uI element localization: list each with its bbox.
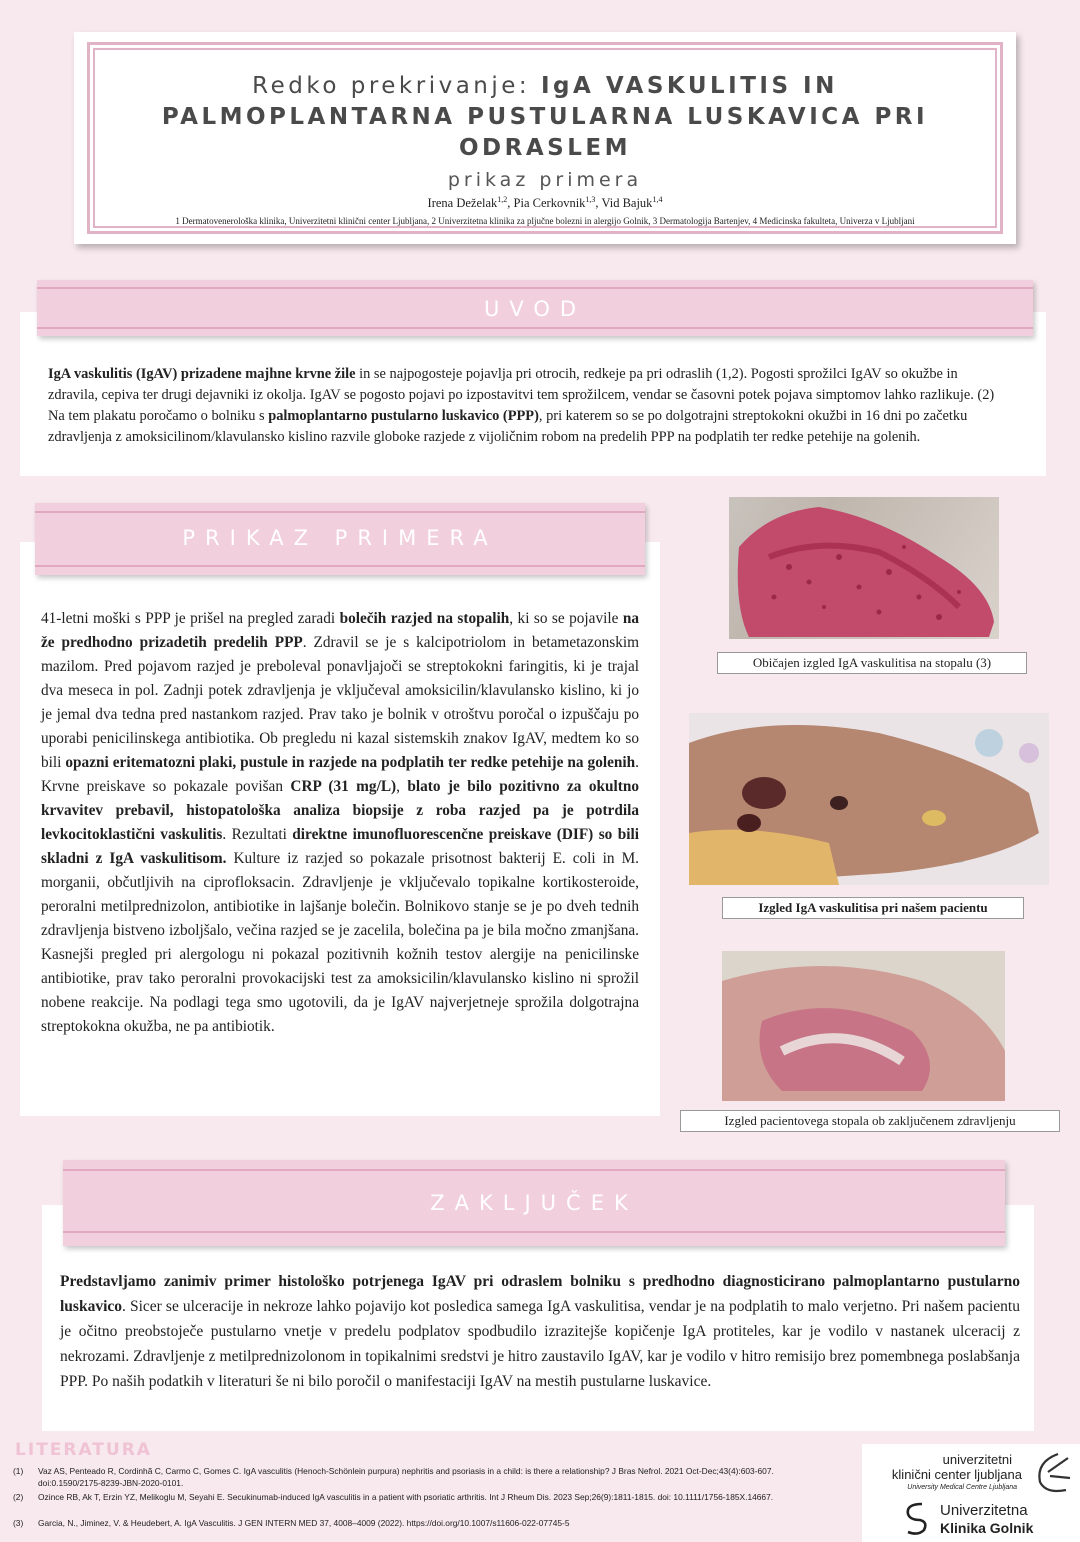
zakljucek-paragraph xyxy=(60,1269,1020,1394)
prikaz-heading: PRIKAZ PRIMERA xyxy=(182,526,498,550)
prikaz-text-run: blato je bilo pozitivno za okultno krvavitev prebavil, histopatološka analiza biopsije z roba razjed pa je potrdila levkocitoklastični vaskulitis xyxy=(41,778,639,843)
reference-item: (2) Ozince RB, Ak T, Erzin YZ, Melikoglu M, Seyahi E. Secukinumab-induced IgA vasculitis in a patient with psoriatic arthritis. Int J Rheum Dis. 2023 Sep;26(9):1811-1815. doi: 10.1111/1756-185X.14667. xyxy=(13,1492,774,1502)
poster-title xyxy=(90,71,1000,164)
golnik-logo-line2: Klinika Golnik xyxy=(940,1520,1034,1536)
uvod-text-run: , pri katerem so se po dolgotrajni streptokokni okužbi in 16 dni po začetku zdravljenja z amoksicilinom/klavulansko kislino razvile globoke razjede z vijoličnim robom na predelih PPP na podplatih ter redke petehije na golenih. xyxy=(48,408,968,445)
zakljucek-text-run: . Sicer se ulceracije in nekroze lahko pojavijo kot posledica samega IgA vaskulitisa, vendar je na podplatih to malo verjetno. Pri našem pacientu je očitno preobstoječe pustularno vnetje v predelu podplatov spodbudilo izrazitejše kopičenje IgA protiteles, kar je vodilo v nastanek ulceracij z nekrozami. Zdravljenje z metilprednizolonom in topikalnimi sredstvi je hitro zaustavilo IgAV, kar je vodilo v hitro remisijo brez pomembnega poslabšanja PPP. Po naših podatkih v literaturi še ni bilo poročil o manifestaciji IgAV na mestih pustularne luskavice. xyxy=(60,1298,1020,1390)
golnik-logo-icon xyxy=(902,1500,930,1538)
prikaz-text-run: 41-letni moški s PPP je prišel na pregled zaradi xyxy=(41,610,340,627)
ukc-logo-icon xyxy=(1028,1448,1076,1496)
photo-after-treatment xyxy=(722,951,1005,1101)
prikaz-text-run: opazni eritematozni plaki, pustule in razjede na podplatih ter redke petehije na golenih xyxy=(65,754,636,771)
uvod-paragraph xyxy=(48,364,998,448)
photo-typical-igav-foot xyxy=(729,497,999,639)
prikaz-text-run: Kulture iz razjed so pokazale prisotnost bakterij E. coli in M. morganii, občutljivih na ciprofloksacin. Zdravljenje je vključevalo topikalne kortikosteroide, peroralni metilprednizolon, antibiotike in lajšanje bolečin. Bolnikovo stanje se je po dveh tednih zdravljenja bistveno izboljšalo, večina razjed se je zacelila, bolečina pa je bila močno zmanjšana. Kasnejši pregled pri alergologu ni pokazal pozitivnih kožnih testov alergije na penicilinske antibiotike, prav tako peroralni provokacijski test za amoksicilin/klavulansko kislino ni sprožil nobene reakcije. Na podlagi tega smo ugotovili, da je IgAV najverjetneje sprožila dolgotrajna streptokokna okužba, ne pa antibiotik. xyxy=(41,850,639,1035)
prikaz-text-run: , xyxy=(396,778,408,795)
prikaz-text-run: na že predhodno prizadetih predelih PPP xyxy=(41,610,639,651)
uvod-heading: UVOD xyxy=(483,297,587,321)
ukc-logo-line1: univerzitetni xyxy=(942,1452,1012,1467)
title-frame xyxy=(87,42,1003,234)
title-prefix: Redko prekrivanje: xyxy=(252,73,541,99)
literatura-heading: LITERATURA xyxy=(15,1440,152,1460)
caption-photo1: Običajen izgled IgA vaskulitisa na stopalu (3) xyxy=(717,652,1027,674)
reference-item: (3) Garcia, N., Jiminez, V. & Heudebert, A. IgA Vasculitis. J GEN INTERN MED 37, 4008–4009 (2022). https://doi.org/10.1007/s11606-022-07745-5 xyxy=(13,1518,570,1528)
prikaz-text-run: CRP (31 mg/L) xyxy=(290,778,397,795)
prikaz-banner xyxy=(35,503,645,575)
prikaz-text-run: bolečih razjed na stopalih xyxy=(339,610,510,627)
poster-subtitle: prikaz primera xyxy=(447,169,643,191)
caption-photo3: Izgled pacientovega stopala ob zaključenem zdravljenju xyxy=(680,1110,1060,1132)
title-bold-3: ODRASLEM xyxy=(459,135,631,161)
zakljucek-heading: ZAKLJUČEK xyxy=(430,1191,638,1215)
prikaz-text-run: . Rezultati xyxy=(222,826,293,843)
ukc-logo-line2: klinični center ljubljana xyxy=(891,1467,1022,1482)
ukc-logo-line3: University Medical Centre Ljubljana xyxy=(907,1484,1017,1491)
uvod-text-run: palmoplantarno pustularno luskavico (PPP) xyxy=(268,408,539,424)
reference-item: (1) Vaz AS, Penteado R, Cordinhã C, Carmo C, Gomes C. IgA vasculitis (Henoch-Schönlein purpura) nephritis and psoriasis in a child: is there a relationship? J Bras Nefrol. 2021 Oct-Dec;43(4):603-607. doi:0.1590/2175-8239-JBN-2020-0101. xyxy=(13,1466,774,1488)
zakljucek-banner xyxy=(63,1160,1005,1246)
title-bold-2: PALMOPLANTARNA PUSTULARNA LUSKAVICA PRI xyxy=(161,104,929,130)
title-bold-1: IgA VASKULITIS IN xyxy=(540,73,838,99)
golnik-logo-line1: Univerzitetna xyxy=(940,1502,1028,1519)
prikaz-text-run: . Krvne preiskave so pokazale povišan xyxy=(41,754,639,795)
logos xyxy=(862,1444,1080,1542)
title-card xyxy=(74,32,1016,244)
prikaz-paragraph xyxy=(41,607,639,1039)
prikaz-text-run: direktne imunofluorescenčne preiskave (DIF) so bili skladni z IgA vaskulitisom. xyxy=(41,826,639,867)
uvod-text-run: IgA vaskulitis (IgAV) prizadene majhne krvne žile xyxy=(48,366,356,382)
prikaz-text-run: . Zdravil se je s kalcipotriolom in betametazonskim mazilom. Pred pojavom razjed je preboleval ponavljajoči se streptokokni faringitis, ki je trajal dva meseca in pol. Zadnji potek zdravljenja je vključeval amoksicilin/klavulansko kislino, ki jo je jemal dva tedna pred nastankom razjed. Prav tako je bolnik v otroštvu poročal o izpuščaju po uporabi penicilinskega antibiotika. Ob pregledu ni kazal sistemskih znakov IgAV, medtem ko so bili xyxy=(41,634,639,771)
authors: Irena Deželak$^{1,2}$, Pia Cerkovnik$^{1,3}$, Vid Bajuk$^{1,4}$ xyxy=(427,195,663,211)
photo-patient-igav xyxy=(689,713,1049,885)
caption-photo2: Izgled IgA vaskulitisa pri našem pacientu xyxy=(722,897,1024,919)
uvod-banner xyxy=(37,280,1033,336)
affiliations: 1 Dermatovenerološka klinika, Univerzitetni klinični center Ljubljana, 2 Univerzitetna klinika za pljučne bolezni in alergijo Golnik, 3 Dermatologija Bartenjev, 4 Medicinska fakulteta, Univerza v Ljubljani xyxy=(175,216,915,226)
uvod-text-run: in se najpogosteje pojavlja pri otrocih, redkeje pa pri odraslih (1,2). Pogosti sprožilci IgAV so okužbe in zdravila, cepiva ter drugi dejavniki iz okolja. IgAV se pogosto pojavi po izpostavitvi tem sprožilcem, vendar se časovni potek pojava simptomov lahko razlikuje. (2) Na tem plakatu poročamo o bolniku s xyxy=(48,366,995,424)
prikaz-text-run: , ki so se pojavile xyxy=(509,610,623,627)
zakljucek-text-run: Predstavljamo zanimiv primer histološko potrjenega IgAV pri odraslem bolniku s predhodno diagnosticirano palmoplantarno pustularno luskavico xyxy=(60,1273,1020,1315)
